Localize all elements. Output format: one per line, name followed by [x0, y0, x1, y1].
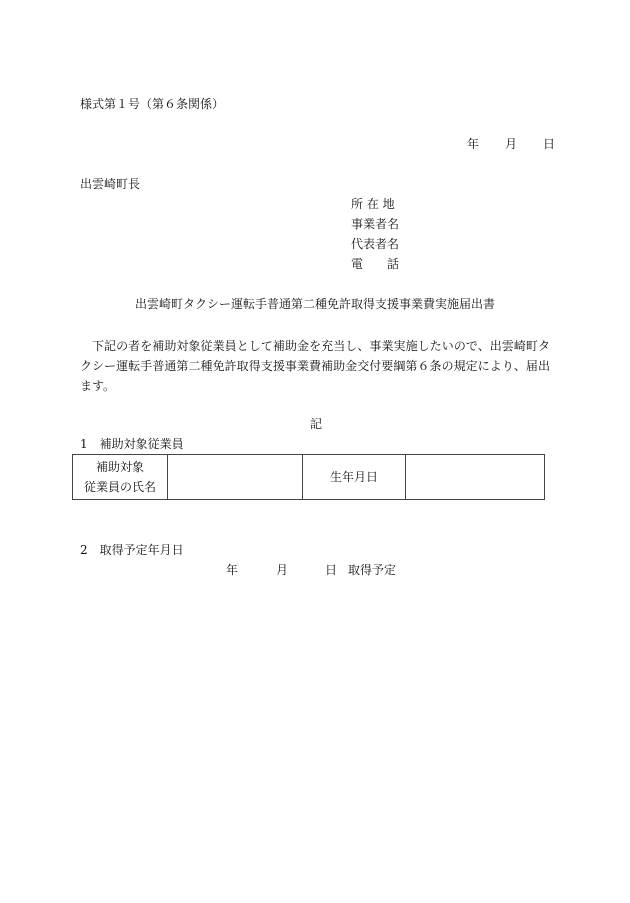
- section2-heading: 2 取得予定年月日: [80, 543, 184, 557]
- name-label-line1: 補助対象: [95, 460, 144, 474]
- field-phone: 電 話: [351, 257, 400, 271]
- body-text: 下記の者を補助対象従業員として補助金を充当し、事業実施したいので、出雲崎町タクシー運転手普通第二種免許取得支援事業費補助金交付要綱第６条の規定により、届出ます。: [80, 339, 550, 393]
- recipient: 出雲崎町長: [80, 177, 141, 191]
- name-value-cell[interactable]: [168, 455, 303, 500]
- field-address: 所 在 地: [351, 197, 395, 211]
- acq-day: 日: [325, 563, 338, 577]
- birth-label-cell: 生年月日: [303, 455, 406, 500]
- form-number: 様式第１号（第６条関係）: [80, 97, 225, 111]
- date-month: 月: [505, 137, 518, 151]
- field-representative: 代表者名: [351, 237, 400, 251]
- field-business-name: 事業者名: [351, 217, 400, 231]
- date-day: 日: [543, 137, 556, 151]
- document-title: 出雲崎町タクシー運転手普通第二種免許取得支援事業費実施届出書: [134, 297, 495, 311]
- acq-year: 年: [226, 563, 239, 577]
- acq-suffix: 取得予定: [348, 563, 397, 577]
- date-year: 年: [467, 137, 480, 151]
- name-label-line2: 従業員の氏名: [83, 480, 156, 494]
- employee-table: [72, 454, 545, 500]
- name-label-cell: [73, 455, 168, 500]
- acq-month: 月: [276, 563, 289, 577]
- ki-label: 記: [310, 417, 323, 431]
- section1-heading: 1 補助対象従業員: [80, 437, 184, 451]
- birth-value-cell[interactable]: [406, 455, 545, 500]
